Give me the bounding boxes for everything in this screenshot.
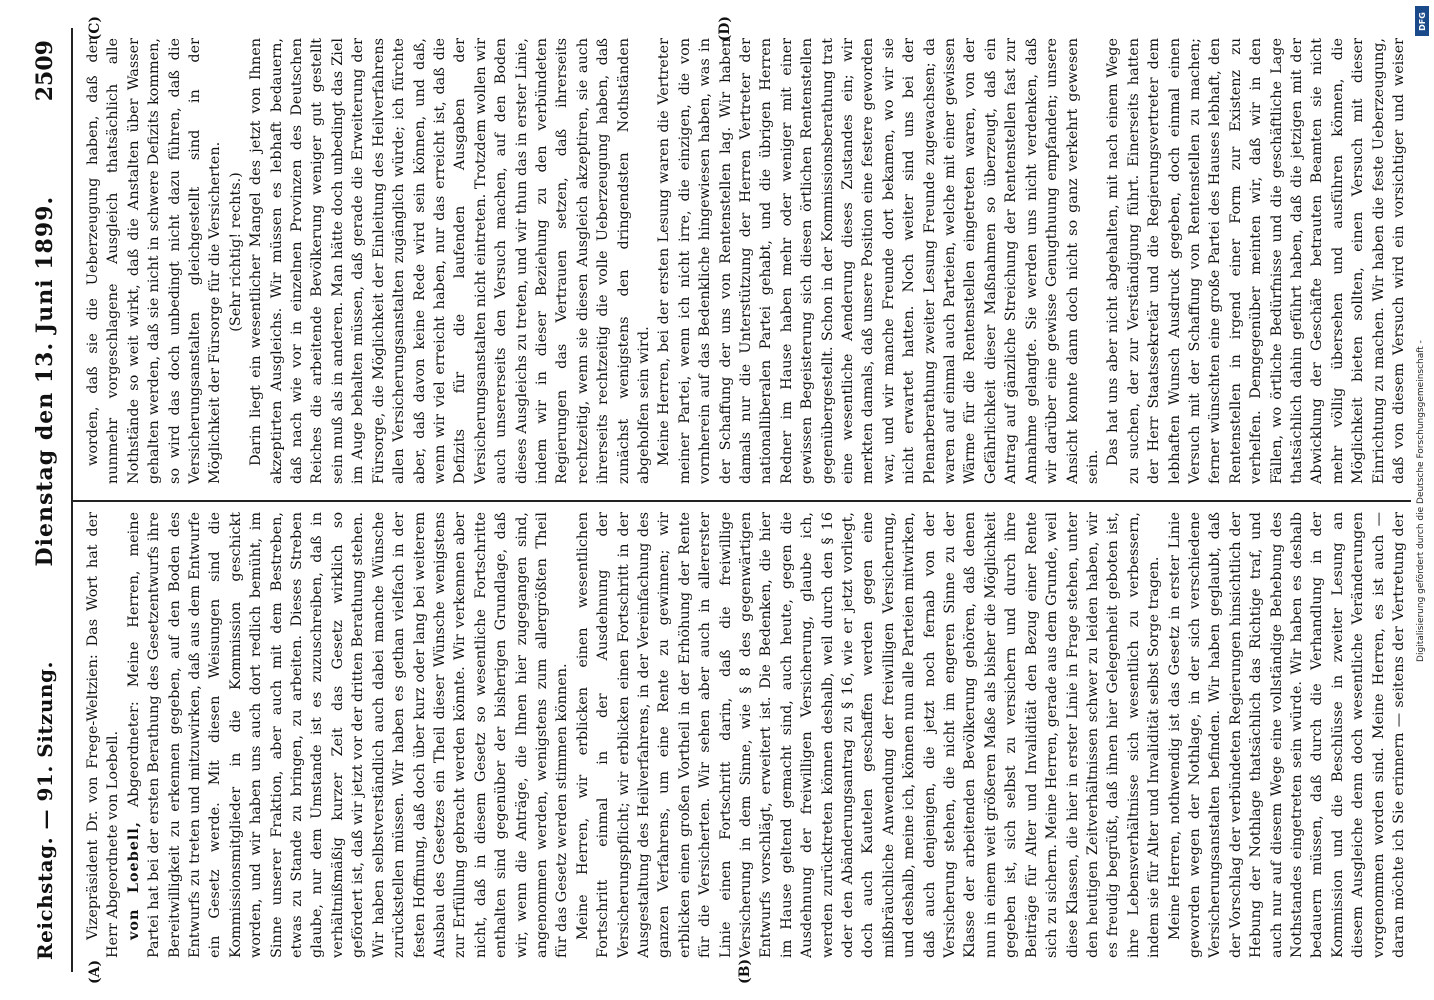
paragraph: Meine Herren, bei der ersten Lesung waren die Vertreter meiner Partei, wenn ich nicht irre, die einzigen, die von vornherein auf das Bedenkliche hingewiesen haben, was in der Schaffung der uns von Rentenstellen lag. Wir haben damals nur die Unterstützung der Herren Vertreter der nationalliberalen Partei gehabt, und die übrigen Herren Redner im Hause haben mehr oder weniger mit einer gewissen Begeisterung sich diesen örtlichen Rentenstellen gegenübergestellt. Schon in der Kommissionsberathung trat eine wesentliche Aenderung dieses Zustandes ein; wir merkten damals, daß unsere Position eine festere geworden war, und wir manche Freunde dort bekamen, wo wir sie nicht erwartet hatten. Noch weiter sind uns bei der Plenarberathung zweiter Lesung Freunde zugewachsen; da waren auf einmal auch Parteien, welche mit einer gewissen Wärme für die Rentenstellen eingetreten waren, von der Gefährlichkeit dieser Maßnahmen so überzeugt, daß ein Antrag auf gänzliche Streichung der Rentenstellen fast zur Annahme gelangte. Sie werden uns nicht verdenken, daß wir darüber eine gewisse Genugthuung empfanden; unsere Ansicht konnte dann doch nicht so ganz verkehrt gewesen sein. [656, 38, 1101, 484]
paragraph: Darin liegt ein wesentlicher Mangel des jetzt von Ihnen akzeptirten Ausgleichs. Wir müssen es lebhaft bedauern, daß nach wie vor in einzelnen Provinzen des Deutschen Reiches die arbeitende Bevölkerung weniger gut gestellt sein muß als in anderen. Man hätte doch unbedingt das Ziel im Auge behalten müssen, daß gerade die Erweiterung der Fürsorge, die Möglichkeit der Einleitung des Heilverfahrens allen Versicherungsanstalten zugänglich würde; ich fürchte aber, daß davon keine Rede wird sein können, und daß, wenn wir viel erreicht haben, nur das erreicht ist, daß die Defizits für die laufenden Ausgaben der Versicherungsanstalten nicht eintreten. Trotzdem wollen wir auch unsererseits den Versuch machen, auf den Boden dieses Ausgleichs zu treten, und wir thun das in erster Linie, indem wir in dieser Beziehung zu den verbündeten Regierungen das Vertrauen setzen, daß ihrerseits rechtzeitig, wenn sie diesen Ausgleich akzeptiren, sie auch ihrerseits rechtzeitig die volle Ueberzeugung haben, daß zunächst wenigstens den dringendsten Nothständen abgeholfen sein wird. [248, 38, 652, 484]
right-column [83, 38, 1407, 484]
header-left: Reichstag. — 91. Sitzung. [33, 661, 57, 960]
paragraph: Meine Herren, nothwendig ist das Gesetz in erster Linie geworden wegen der Nothlage, in der sich verschiedene Versicherungsanstalten befinden. Wir haben geglaubt, daß der Vorschlag der verbündeten Regierungen hinsichtlich der Hebung der Nothlage thatsächlich das Richtige traf, und auch nur auf diesem Wege eine vollständige Behebung des Nothstandes eingetreten sein würde. Wir haben es deshalb bedauern müssen, daß durch die Verhandlung in der Kommission und die Beschlüsse in zweiter Lesung an diesem Ausgleiche denn doch wesentliche Veränderungen vorgenommen worden sind. Meine Herren, es ist auch — daran möchte ich Sie erinnern — seitens der Vertretung der [1166, 512, 1407, 958]
funding-note: Digitalisierung gefördert durch die Deutsche Forschungsgemeinschaft - [1416, 339, 1426, 662]
paragraph [124, 512, 573, 958]
rotated-document-page [17, 16, 1417, 984]
interjection: (Sehr richtig! rechts.) [227, 172, 244, 332]
paragraph: worden, daß sie die Ueberzeugung haben, daß der nunmehr vorgeschlagene Ausgleich thatsächlich alle Nothstände so weit wirkt, daß die Anstalten über Wasser gehalten werden, daß sie nicht in schwere Defizits kommen, so wird das doch unbedingt nicht dazu führen, daß die Versicherungsanstalten gleichgestellt sind in der Möglichkeit der Fürsorge für die Versicherten. [85, 38, 224, 484]
speaker-name: von Loebell, [124, 821, 142, 940]
column-divider [73, 500, 1411, 502]
page-header [23, 40, 67, 960]
paragraph: Meine Herren, wir erblicken einen wesentlichen Fortschritt einmal in der Ausdehnung der Versicherungspflicht; wir erblicken einen Fortschritt in der Ausgestaltung des Heilverfahrens, in der Vereinfachung des ganzen Verfahrens, um eine Rente zu gewinnen; wir erblicken einen großen Vortheil in der Erhöhung der Rente für die Versicherten. Wir sehen aber auch in allererster Linie einen Fortschritt darin, daß die freiwillige Versicherung in dem Sinne, wie § 8 des gegenwärtigen Entwurfs vorschlägt, erweitert ist. Die Bedenken, die hier im Hause geltend gemacht sind, auch heute, gegen die Ausdehnung der freiwilligen Versicherung, glaube ich, werden zurücktreten können deshalb, weil durch den § 16 oder den Abänderungsantrag zu § 16, wie er jetzt vorliegt, doch auch Kautelen geschaffen werden gegen eine mißbräuchliche Anwendung der freiwilligen Versicherung, und deshalb, meine ich, können nun alle Parteien mitwirken, daß auch denjenigen, die jetzt noch fernab von der Versicherung stehen, die nicht im engeren Sinne zu der Klasse der arbeitenden Bevölkerung gehören, daß denen nun in einem weit größeren Maße als bisher die Möglichkeit gegeben ist, sich selbst zu versichern und durch ihre Beiträge für Alter und Invalidität den Bezug einer Rente sich zu sichern. Meine Herren, gerade aus dem Grunde, weil diese Klassen, die hier in erster Linie in Frage stehen, unter den heutigen Zeitverhältnissen schwer zu leiden haben, wir es freudig begrüßt, daß ihnen hier Gelegenheit geboten ist, ihre Lebensverhältnisse sich wesentlich zu verbessern, indem sie für Alter und Invalidität selbst Sorge tragen. [574, 512, 1163, 958]
margin-marker-a: (A) [87, 959, 103, 984]
dfg-logo: DFG [1415, 6, 1429, 36]
paragraph: Vizepräsident Dr. von Frege-Weltzien: Das Wort hat der Herr Abgeordnete von Loebell. [85, 512, 122, 958]
margin-marker-d: (D) [717, 16, 733, 42]
paragraph-text: Abgeordneter: Meine Herren, meine Partei hat bei der ersten Berathung des Gesetzentwurfs ihre Bereitwilligkeit zu erkennen gegeben, auf den Boden des Entwurfs zu treten und mitzuwirken, daß aus dem Entwurfe ein Gesetz werde. Mit diesen Weisungen sind die Kommissionsmitglieder in die Kommission geschickt worden, und wir haben uns auch dort redlich bemüht, im Sinne unserer Fraktion, aber auch mit dem Bestreben, etwas zu Stande zu bringen, zu arbeiten. Dieses Streben glaube, nur dem Umstande ist es zuzuschreiben, daß in verhältnißmäßig kurzer Zeit das Gesetz wirklich so gefördert ist, daß wir jetzt vor der dritten Berathung stehen. Wir haben selbstverständlich auch dabei manche Wünsche zurückstellen müssen. Wir haben es gethan vielfach in der festen Hoffnung, daß doch über kurz oder lang bei weiterem Ausbau des Gesetzes ein Theil dieser Wünsche wenigstens zur Erfüllung gebracht werden könnte. Wir verkennen aber nicht, daß in diesem Gesetz so wesentliche Fortschritte enthalten sind gegenüber der bisherigen Grundlage, daß wir, wenn die Anträge, die Ihnen hier zugegangen sind, angenommen werden, wenigstens zum allergrößten Theil für das Gesetz werden stimmen können. [125, 512, 571, 958]
left-column [83, 512, 1407, 958]
margin-marker-b: (B) [737, 958, 753, 984]
margin-marker-c: (C) [87, 16, 103, 41]
paragraph: Das hat uns aber nicht abgehalten, mit nach einem Wege zu suchen, der zur Verständigung führt. Einerseits hatten der Herr Staatssekretär und die Regierungsvertreter dem lebhaften Wunsch Ausdruck gegeben, doch einmal einen Versuch mit der Schaffung von Rentenstellen zu machen; ferner wünschten eine große Partei des Hauses lebhaft, den Rentenstellen in irgend einer Form zur Existenz zu verhelfen. Demgegenüber meinten wir, daß wir in den Fällen, wo örtliche Bedürfnisse und die geschäftliche Lage thatsächlich dahin geführt haben, daß die jetzigen mit der Abwicklung der Geschäfte betrauten Beamten sie nicht mehr völlig übersehen und ausführen können, die Möglichkeit bieten sollten, einen Versuch mit dieser Einrichtung zu machen. Wir haben die feste Ueberzeugung, daß von diesem Versuch wird ein vorsichtiger und weiser [1105, 38, 1407, 484]
header-date: Dienstag den 13. Juni 1899. [32, 195, 58, 567]
page-number: 2509 [32, 40, 58, 102]
